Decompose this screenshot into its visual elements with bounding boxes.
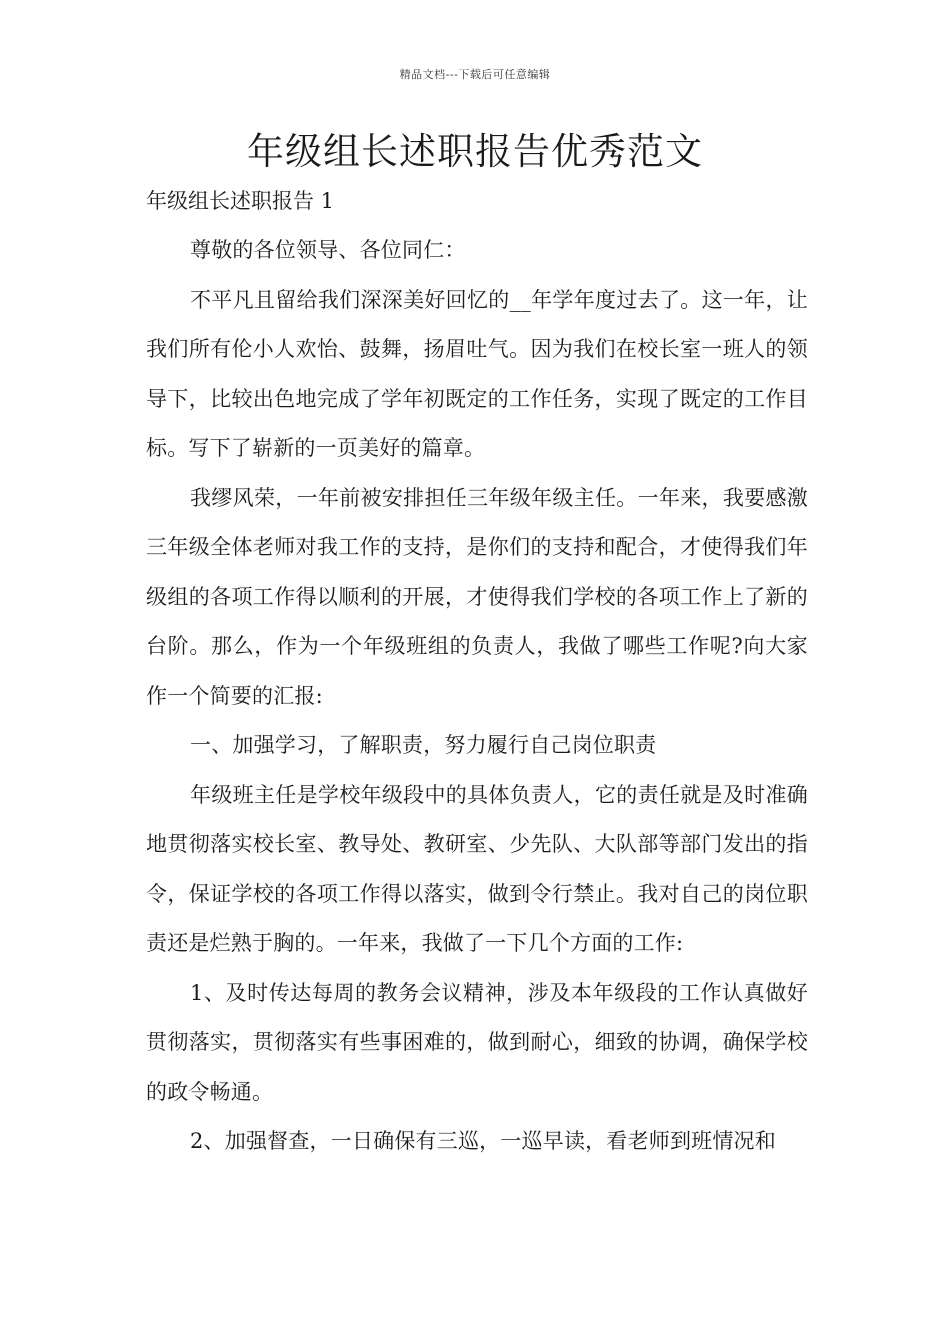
list-item: 1、及时传达每周的教务会议精神，涉及本年级段的工作认真做好贯彻落实，贯彻落实有些事困难的，做到耐心，细致的协调，确保学校的政令畅通。 [146, 980, 808, 1104]
list-item: 2、加强督查，一日确保有三巡，一巡早读，看老师到班情况和 [190, 1129, 776, 1153]
paragraph: 我缪风荣，一年前被安排担任三年级年级主任。一年来，我要感激三年级全体老师对我工作的支持，是你们的支持和配合，才使得我们年级组的各项工作得以顺利的开展，才使得我们学校的各项工作上了新的台阶。那么，作为一个年级班组的负责人，我做了哪些工作呢?向大家作一个简要的汇报: [146, 485, 808, 708]
section-subtitle: 年级组长述职报告 1 [146, 189, 335, 213]
paragraph-greeting: 尊敬的各位领导、各位同仁： [190, 238, 466, 262]
document-title: 年级组长述职报告优秀范文 [247, 130, 703, 173]
paragraph: 不平凡且留给我们深深美好回忆的__年学年度过去了。这一年，让我们所有伦小人欢怡、鼓舞，扬眉吐气。因为我们在校长室一班人的领导下，比较出色地完成了学年初既定的工作任务，实现了既定的工作目标。写下了崭新的一页美好的篇章。 [146, 287, 808, 460]
document-body [146, 176, 808, 1167]
header-note: 精品文档---下载后可任意编辑 [399, 68, 551, 81]
section-heading: 一、加强学习，了解职责，努力履行自己岗位职责 [190, 733, 657, 757]
paragraph: 年级班主任是学校年级段中的具体负责人，它的责任就是及时准确地贯彻落实校长室、教导处、教研室、少先队、大队部等部门发出的指令，保证学校的各项工作得以落实，做到令行禁止。我对自己的岗位职责还是烂熟于胸的。一年来，我做了一下几个方面的工作: [146, 782, 808, 955]
